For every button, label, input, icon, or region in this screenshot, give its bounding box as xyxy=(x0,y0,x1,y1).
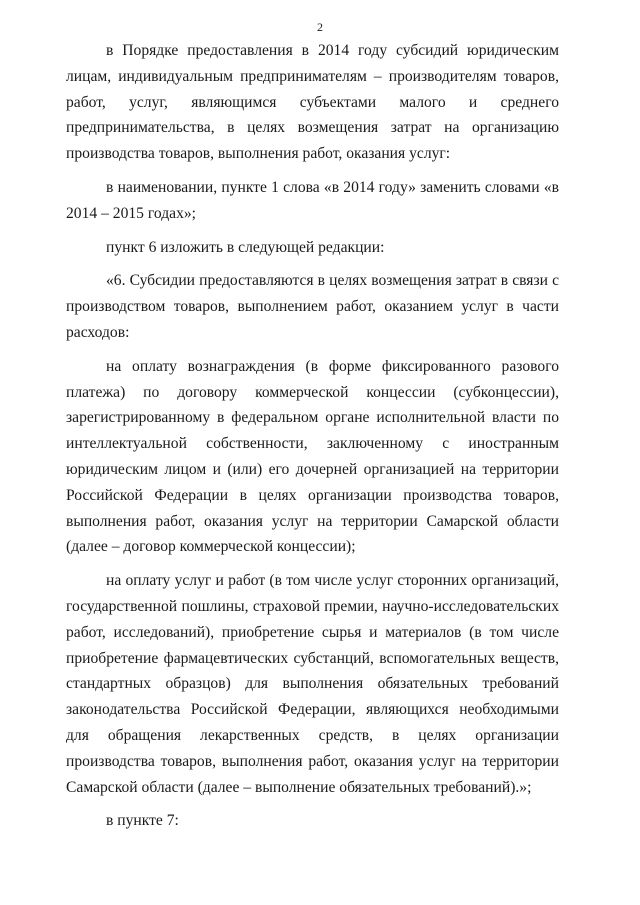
page-number: 2 xyxy=(317,20,323,34)
paragraph-procedure-title: в Порядке предоставления в 2014 году субсидий юридическим лицам, индивидуальным предпринимателям – производителям товаров, работ, услуг, являющимся субъектами малого и среднего предпринимательства, в целях возмещения затрат на организацию производства товаров, выполнения работ, оказания услуг: xyxy=(66,42,559,163)
document-body xyxy=(66,38,559,834)
paragraph-item-7: в пункте 7: xyxy=(106,812,179,830)
paragraph-item-6-intro: пункт 6 изложить в следующей редакции: xyxy=(106,238,385,256)
paragraph-concession-payment: на оплату вознаграждения (в форме фиксированного разового платежа) по договору коммерческой концессии (субконцессии), зарегистрированному в федеральном органе исполнительной власти по интеллектуальной собственности, заключенному с иностранным юридическим лицом и (или) его дочерней организацией на территории Российской Федерации в целях организации производства товаров, выполнения работ, оказания услуг на территории Самарской области (далее – договор коммерческой концессии); xyxy=(66,357,559,556)
paragraph-services-payment: на оплату услуг и работ (в том числе услуг сторонних организаций, государственной пошлины, страховой премии, научно-исследовательских работ, исследований), приобретение сырья и материалов (в том числе приобретение фармацевтических субстанций, вспомогательных веществ, стандартных образцов) для выполнения обязательных требований законодательства Российской Федерации, являющихся необходимыми для обращения лекарственных средств, в целях организации производства товаров, выполнения работ, оказания услуг на территории Самарской области (далее – выполнение обязательных требований).»; xyxy=(66,572,559,796)
paragraph-item-6-text: «6. Субсидии предоставляются в целях возмещения затрат в связи с производством товаров, выполнением работ, оказанием услуг в части расходов: xyxy=(66,272,559,341)
paragraph-name-change: в наименовании, пункте 1 слова «в 2014 году» заменить словами «в 2014 – 2015 годах»; xyxy=(66,178,559,222)
